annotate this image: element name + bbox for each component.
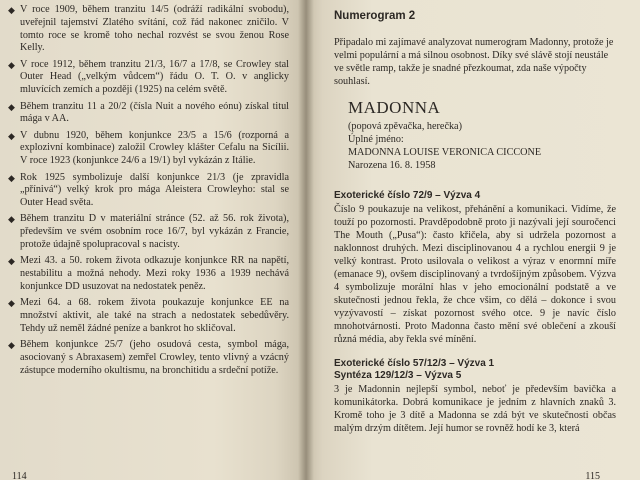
list-item: ◆ V roce 1909, během tranzitu 14/5 (odráží radikální svobodu), uveřejnil tajemství Zlatého svítání, což řád nakonec zničilo. V tomto roce se kromě toho nechal rozvést se svou ženou Rose Kelly. [8, 4, 289, 54]
page-number-right: 115 [585, 471, 600, 480]
exoteric-number-paragraph: Číslo 9 poukazuje na velikost, přehánění a komunikaci. Vidíme, že touží po pozornosti. Pravděpodobně proto ji nazývali její souročenci The Mouth („Pusa“): často křičela, aby si udržela pozornost a naklonnost druhých. Mezi disciplinovanou 4 a rychlou energii 9 je velký kontrast. Proto usilovala o velikost a výraz v enormní míře (emanace 9), ovšem disciplinovaný a tvrdošíjným způsobem. Výzva 4 symbolizuje morální hlas v jeho emocionální podstatě a ve skutečnosti jednou řekla, že chce všim, co dělá – dokonce i svou vyzývavostí – získat pozornost svého otce. 9 je navíc číslo mnohotvárnosti. Proto Madonna často mění své oblečení a zkouší různá média, aby řekla své mínění. [334, 203, 616, 345]
exoteric-number-heading-2: Exoterické číslo 57/12/3 – Výzva 1 [334, 357, 495, 369]
diamond-bullet-icon: ◆ [8, 172, 15, 183]
birth-date: Narozena 16. 8. 1958 [348, 160, 436, 171]
diamond-bullet-icon: ◆ [8, 130, 15, 141]
diamond-bullet-icon: ◆ [8, 101, 15, 112]
synthesis-heading: Syntéza 129/12/3 – Výzva 5 [334, 370, 462, 381]
subject-details [348, 120, 616, 172]
right-page-content [334, 10, 616, 447]
full-name: MADONNA LOUISE VERONICA CICCONE [348, 147, 542, 158]
right-page [306, 0, 640, 480]
left-bullet-list [6, 4, 289, 381]
diamond-bullet-icon: ◆ [8, 340, 15, 351]
diamond-bullet-icon: ◆ [8, 214, 15, 225]
list-item: ◆ Rok 1925 symbolizuje další konjunkce 21/3 (je zpravidla „přínivá“) velký krok pro mága Aleistera Crowleyho: stal se Outer Head světa. [8, 171, 289, 209]
full-name-label: Úplné jméno: [348, 134, 404, 145]
list-item: ◆ V dubnu 1920, během konjunkce 23/5 a 15/6 (rozporná a explozivní kombinace) založil Crowley klášter Cefalu na Sicílii. V roce 1923 (konjunkce 24/6 a 19/1) byl vykázán z Itálie. [8, 129, 289, 167]
diamond-bullet-icon: ◆ [8, 59, 15, 70]
list-item: ◆ Mezi 43. a 50. rokem života odkazuje konjunkce RR na napětí, nestabilitu a možná nehody. Mezi roky 1936 a 1939 nechává konjunkce DD usuzovat na nedostatek peněz. [8, 255, 289, 292]
list-item: ◆ Během tranzitu D v materiální stránce (52. až 56. rok života), především ve svém osobním roce 16/7, byl vykázán z Francie, protože údajně spolupracoval s nacisty. [8, 213, 289, 251]
page-number-left: 114 [12, 471, 27, 480]
subject-occupation: (popová zpěvačka, herečka) [348, 121, 462, 132]
exoteric-number-heading: Exoterické číslo 72/9 – Výzva 4 [334, 190, 481, 201]
section-title: Numerogram 2 [334, 10, 416, 22]
list-item: ◆ V roce 1912, během tranzitu 21/3, 16/7 a 17/8, se Crowley stal Outer Head („velkým vůdcem“) řádu O. T. O. v anglicky mluvících zemích a později (1925) na celém světě. [8, 58, 289, 96]
list-item: ◆ Během konjunkce 25/7 (jeho osudová cesta, symbol mága, asociovaný s Abraxasem) zemřel Crowley, tento vlivný a vzácný zástupce moderního okultismu, na bronchitidu a srdeční potíže. [8, 339, 289, 376]
synthesis-paragraph: 3 je Madonnin nejlepší symbol, neboť je především bavička a komunikátorka. Dobrá komunikace je jedním z hlavních znaků 3. Kromě toho je 3 dítě a Madonna se zdá být ve skutečnosti občas malým drzým dítětem. Její humor se rovněž hodí ke 3, která [334, 383, 616, 434]
diamond-bullet-icon: ◆ [8, 298, 15, 309]
diamond-bullet-icon: ◆ [8, 256, 15, 267]
list-item: ◆ Během tranzitu 11 a 20/2 (čísla Nuit a nového eónu) získal titul mága v AA. [8, 100, 289, 125]
list-item: ◆ Mezi 64. a 68. rokem života poukazuje konjunkce EE na množství aktivit, ale také na strach a nedostatek sebedůvěry. Tehdy už neměl žádné peníze a bankrot ho skličoval. [8, 297, 289, 334]
diamond-bullet-icon: ◆ [8, 5, 15, 15]
left-page [0, 0, 306, 480]
intro-paragraph: Připadalo mi zajímavé analyzovat numerogram Madonny, protože je velmi populární a má silnou osobnost. Díky své slávě stojí neustále ve světle ramp, takže je snadné přezkoumat, zda naše výpočty souhlasí. [334, 37, 614, 87]
subject-name: MADONNA [348, 98, 441, 117]
